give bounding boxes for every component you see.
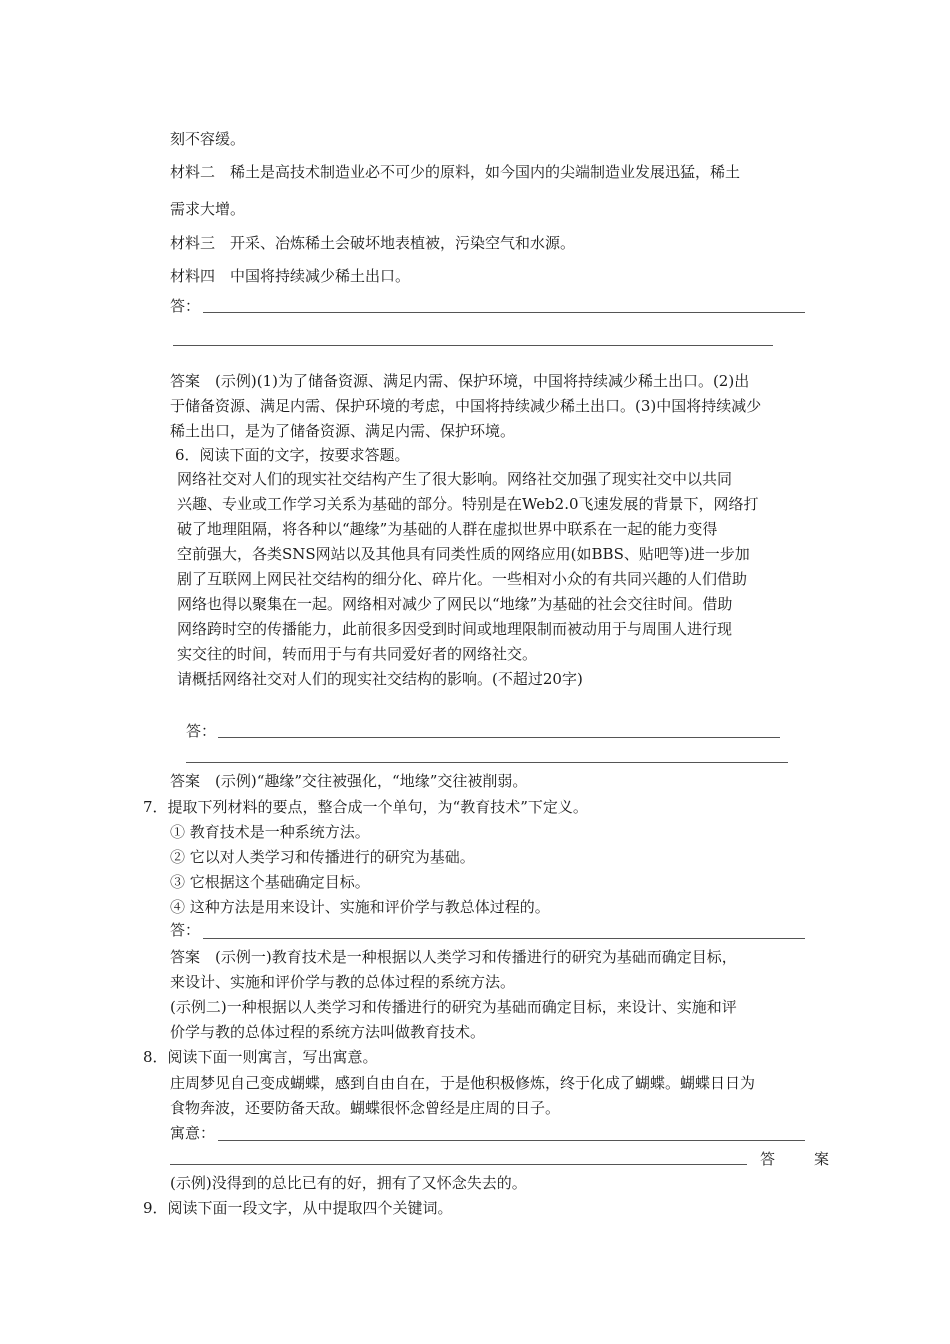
q8-fable-line-2: 食物奔波，还要防备天敌。蝴蝶很怀念曾经是庄周的日子。 (170, 1099, 561, 1117)
q5-material-2-cont: 需求大增。 (170, 200, 246, 218)
q8-stem: 8．阅读下面一则寓言，写出寓意。 (143, 1048, 378, 1066)
q6-passage-line: 实交往的时间，转而用于与有共同爱好者的网络社交。 (177, 645, 538, 663)
q9-stem: 9．阅读下面一段文字，从中提取四个关键词。 (143, 1199, 453, 1217)
q6-passage-line: 网络也得以聚集在一起。网络相对减少了网民以“地缘”为基础的社会交往时间。借助 (177, 595, 733, 613)
q7-answer-line (203, 938, 805, 939)
q7-key-1-line-1: 答案 (示例一)教育技术是一种根据以人类学习和传播进行的研究为基础而确定目标， (170, 948, 737, 966)
q7-key-2-line-2: 价学与教的总体过程的系统方法叫做教育技术。 (170, 1023, 486, 1041)
q6-task: 请概括网络社交对人们的现实社交结构的影响。(不超过20字) (177, 670, 583, 688)
q8-key-label: 答 案 (760, 1150, 842, 1168)
q7-point: ④ 这种方法是用来设计、实施和评价学与教总体过程的。 (170, 898, 550, 916)
q7-point: ② 它以对人类学习和传播进行的研究为基础。 (170, 848, 475, 866)
q5-answer-line-1 (203, 312, 805, 313)
q5-material-4: 材料四 中国将持续减少稀土出口。 (170, 267, 411, 285)
q8-moral-line-2 (170, 1164, 747, 1165)
q6-answer-line-1 (218, 737, 780, 738)
q7-key-2-line-1: (示例二)一种根据以人类学习和传播进行的研究为基础而确定目标，来设计、实施和评 (170, 998, 737, 1016)
q7-answer-label: 答： (170, 921, 201, 939)
q7-point: ③ 它根据这个基础确定目标。 (170, 873, 370, 891)
q6-passage-line: 空前强大，各类SNS网站以及其他具有同类性质的网络应用(如BBS、贴吧等)进一步加 (177, 545, 750, 563)
q5-material-3: 材料三 开采、冶炼稀土会破坏地表植被，污染空气和水源。 (170, 234, 576, 252)
q6-passage-line: 破了地理阻隔，将各种以“趣缘”为基础的人群在虚拟世界中联系在一起的能力变得 (177, 520, 718, 538)
q5-answer-line-2 (173, 345, 773, 346)
q5-key-line-2: 于储备资源、满足内需、保护环境的考虑，中国将持续减少稀土出口。(3)中国将持续减少 (170, 397, 762, 415)
q5-answer-label: 答： (170, 297, 201, 315)
q7-stem: 7．提取下列材料的要点，整合成一个单句，为“教育技术”下定义。 (143, 798, 588, 816)
q5-material-2: 材料二 稀土是高技术制造业必不可少的原料，如今国内的尖端制造业发展迅猛，稀土 (170, 163, 741, 181)
q5-key-line-3: 稀土出口，是为了储备资源、满足内需、保护环境。 (170, 422, 516, 440)
q6-answer-label: 答： (186, 722, 217, 740)
q6-stem: 6．阅读下面的文字，按要求答题。 (175, 446, 410, 464)
q8-fable-line-1: 庄周梦见自己变成蝴蝶，感到自由自在，于是他积极修炼，终于化成了蝴蝶。蝴蝶日日为 (170, 1074, 756, 1092)
q6-key: 答案 (示例)“趣缘”交往被强化，“地缘”交往被削弱。 (170, 772, 528, 790)
q8-moral-label: 寓意： (170, 1124, 216, 1142)
q7-point: ① 教育技术是一种系统方法。 (170, 823, 370, 841)
q8-key: (示例)没得到的总比已有的好，拥有了又怀念失去的。 (170, 1174, 527, 1192)
q6-passage-line: 网络社交对人们的现实社交结构产生了很大影响。网络社交加强了现实社交中以共同 (177, 470, 733, 488)
q6-passage-line: 网络跨时空的传播能力，此前很多因受到时间或地理限制而被动用于与周围人进行现 (177, 620, 733, 638)
q8-moral-line-1 (218, 1140, 805, 1141)
q5-key-line-1: 答案 (示例)(1)为了储备资源、满足内需、保护环境，中国将持续减少稀土出口。(2)出 (170, 372, 750, 390)
q6-answer-line-2 (186, 762, 788, 763)
q7-key-1-line-2: 来设计、实施和评价学与教的总体过程的系统方法。 (170, 973, 516, 991)
q6-passage-line: 兴趣、专业或工作学习关系为基础的部分。特别是在Web2.0飞速发展的背景下，网络打 (177, 495, 759, 513)
q6-passage-line: 剧了互联网上网民社交结构的细分化、碎片化。一些相对小众的有共同兴趣的人们借助 (177, 570, 748, 588)
q5-carry-line: 刻不容缓。 (170, 130, 246, 148)
